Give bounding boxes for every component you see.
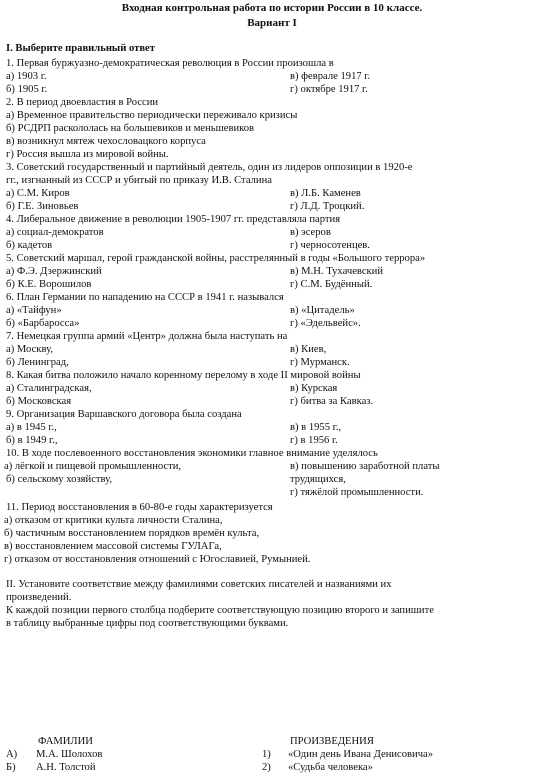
column-header-surnames: ФАМИЛИИ: [38, 736, 93, 747]
q9-option-g: г) в 1956 г.: [290, 435, 338, 446]
q2-option-g: г) Россия вышла из мировой войны.: [6, 149, 169, 160]
q3-option-v: в) Л.Б. Каменев: [290, 188, 361, 199]
q8-option-b: б) Московская: [6, 396, 72, 407]
match-row-name: М.А. Шолохов: [36, 749, 103, 760]
q6-option-v: в) «Цитадель»: [290, 305, 355, 316]
q8-option-g: г) битва за Кавказ.: [290, 396, 374, 407]
q2-option-v: в) возникнул мятеж чехословацкого корпуса: [6, 136, 206, 147]
q8-option-v: в) Курская: [290, 383, 338, 394]
q1-option-g: г) октябре 1917 г.: [290, 84, 368, 95]
q3-option-b: б) Г.Е. Зиновьев: [6, 201, 79, 212]
question-3-line-2: гг., изгнанный из СССР и убитый по приказу И.В. Сталина: [6, 175, 272, 186]
q10-option-v-line-1: в) повышению заработной платы: [290, 461, 440, 472]
match-row-letter: А): [6, 749, 18, 760]
column-header-works: ПРОИЗВЕДЕНИЯ: [290, 736, 374, 747]
q6-option-b: б) «Барбаросса»: [6, 318, 80, 329]
q10-option-g: г) тяжёлой промышленности.: [290, 487, 424, 498]
q1-option-b: б) 1905 г.: [6, 84, 48, 95]
section-2-line-3: К каждой позиции первого столбца подберите соответствующую позицию второго и запишите: [6, 605, 434, 616]
q5-option-g: г) С.М. Будённый.: [290, 279, 373, 290]
match-row-name: А.Н. Толстой: [36, 762, 96, 773]
q2-option-b: б) РСДРП раскололась на большевиков и меньшевиков: [6, 123, 255, 134]
q4-option-v: в) эсеров: [290, 227, 331, 238]
q10-option-b: б) сельскому хозяйству,: [6, 474, 113, 485]
q6-option-a: а) «Тайфун»: [6, 305, 62, 316]
question-9: 9. Организация Варшавского договора была создана: [6, 409, 242, 420]
q10-option-v-line-2: трудящихся,: [290, 474, 346, 485]
question-5: 5. Советский маршал, герой гражданской войны, расстрелянный в годы «Большого террора»: [6, 253, 426, 264]
q6-option-g: г) «Эдельвейс».: [290, 318, 361, 329]
q9-option-a: а) в 1945 г.,: [6, 422, 57, 433]
question-1: 1. Первая буржуазно-демократическая революция в России произошла в: [6, 58, 334, 69]
question-7: 7. Немецкая группа армий «Центр» должна была наступать на: [6, 331, 288, 342]
match-row-num: 1): [262, 749, 271, 760]
q7-option-a: а) Москву,: [6, 344, 53, 355]
q11-option-a: а) отказом от критики культа личности Сталина,: [4, 515, 223, 526]
match-row-letter: Б): [6, 762, 16, 773]
q4-option-g: г) черносотенцев.: [290, 240, 370, 251]
match-row-num: 2): [262, 762, 271, 773]
section-2-line-1: II. Установите соответствие между фамилиями советских писателей и названиями их: [6, 579, 392, 590]
q7-option-v: в) Киев,: [290, 344, 327, 355]
question-2: 2. В период двоевластия в России: [6, 97, 159, 108]
q7-option-g: г) Мурманск.: [290, 357, 350, 368]
section-2-line-2: произведений.: [6, 592, 72, 603]
q2-option-a: а) Временное правительство периодически переживало кризисы: [6, 110, 298, 121]
question-6: 6. План Германии по нападению на СССР в 1941 г. назывался: [6, 292, 284, 303]
worksheet-title: Входная контрольная работа по истории России в 10 классе.: [121, 2, 423, 14]
q11-option-g: г) отказом от восстановления отношений с Югославией, Румынией.: [4, 554, 311, 565]
q5-option-v: в) М.Н. Тухачевский: [290, 266, 384, 277]
q11-option-b: б) частичным восстановлением порядков времён культа,: [4, 528, 260, 539]
q5-option-b: б) К.Е. Ворошилов: [6, 279, 92, 290]
q1-option-a: а) 1903 г.: [6, 71, 47, 82]
match-row-work: «Один день Ивана Денисовича»: [288, 749, 434, 760]
q4-option-b: б) кадетов: [6, 240, 53, 251]
q7-option-b: б) Ленинград,: [6, 357, 69, 368]
question-8: 8. Какая битва положило начало коренному перелому в ходе II мировой войны: [6, 370, 361, 381]
q8-option-a: а) Сталинградская,: [6, 383, 92, 394]
q9-option-v: в) в 1955 г.,: [290, 422, 342, 433]
q11-option-v: в) восстановлением массовой системы ГУЛАГа,: [4, 541, 222, 552]
question-3-line-1: 3. Советский государственный и партийный деятель, один из лидеров оппозиции в 1920-е: [6, 162, 413, 173]
q3-option-a: а) С.М. Киров: [6, 188, 70, 199]
match-row-work: «Судьба человека»: [288, 762, 373, 773]
q3-option-g: г) Л.Д. Троцкий.: [290, 201, 365, 212]
section-2-line-4: в таблицу выбранные цифры под соответствующими буквами.: [6, 618, 289, 629]
question-11: 11. Период восстановления в 60-80-е годы характеризуется: [6, 502, 273, 513]
q10-option-a: а) лёгкой и пищевой промышленности,: [4, 461, 182, 472]
question-4: 4. Либеральное движение в революции 1905-1907 гг. представляла партия: [6, 214, 341, 225]
variant-label: Вариант I: [247, 17, 297, 29]
q9-option-b: б) в 1949 г.,: [6, 435, 58, 446]
section-1-heading: I. Выберите правильный ответ: [6, 43, 155, 54]
q1-option-v: в) феврале 1917 г.: [290, 71, 371, 82]
question-10: 10. В ходе послевоенного восстановления экономики главное внимание уделялось: [6, 448, 378, 459]
q5-option-a: а) Ф.Э. Дзержинский: [6, 266, 102, 277]
q4-option-a: а) социал-демократов: [6, 227, 104, 238]
